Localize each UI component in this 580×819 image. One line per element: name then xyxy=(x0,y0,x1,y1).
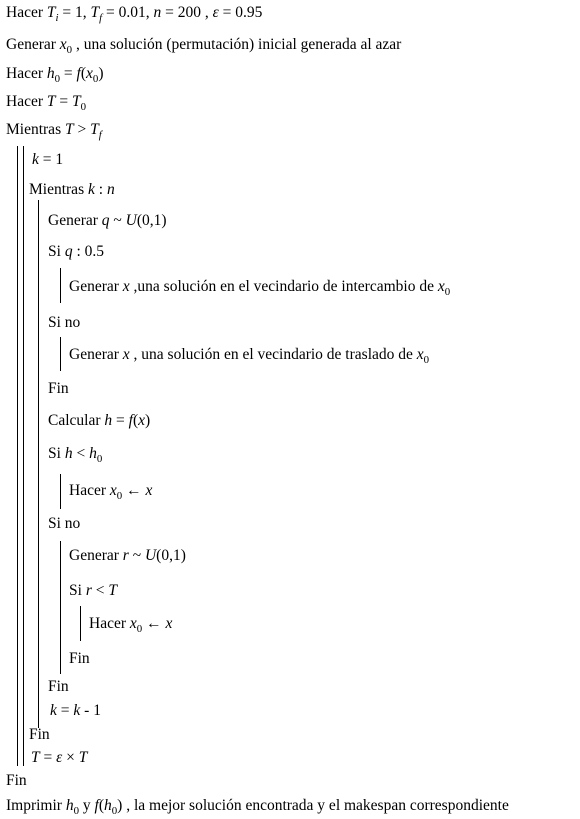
math-symbol: k xyxy=(50,702,57,719)
line-if-q xyxy=(48,242,104,262)
line-text: Generar xyxy=(69,547,123,564)
subscript: f xyxy=(99,11,103,24)
line-text: = 1, xyxy=(58,4,91,21)
line-text: Fin xyxy=(69,650,90,667)
math-symbol: x xyxy=(122,278,130,295)
math-symbol: r xyxy=(122,547,129,564)
else-q-bar xyxy=(60,337,61,371)
subscript: 0 xyxy=(116,489,123,502)
math-symbol: T xyxy=(46,93,56,110)
subscript: 0 xyxy=(92,72,99,85)
math-symbol: x xyxy=(86,65,93,82)
math-symbol: U xyxy=(125,212,137,229)
line-text: < xyxy=(91,582,109,599)
else-h-bar xyxy=(60,541,61,674)
math-symbol: x xyxy=(138,412,146,429)
subscript: 0 xyxy=(73,804,80,817)
math-symbol: x xyxy=(437,278,445,295)
math-symbol: k xyxy=(32,151,39,168)
math-symbol: h xyxy=(89,445,97,462)
math-symbol: n xyxy=(106,181,115,198)
line-text: = xyxy=(39,749,57,766)
line-text: : xyxy=(94,181,107,198)
line-text: < xyxy=(72,445,90,462)
line-update-T xyxy=(31,748,87,768)
math-symbol: x xyxy=(165,615,173,632)
line-set-T xyxy=(6,92,86,112)
math-symbol: n xyxy=(153,4,162,21)
subscript: 0 xyxy=(423,353,430,366)
subscript: i xyxy=(55,11,59,24)
line-text: Fin xyxy=(29,726,50,743)
line-text: Generar xyxy=(69,346,123,363)
line-text: Generar xyxy=(6,36,60,53)
line-text: Fin xyxy=(6,772,27,789)
subscript: 0 xyxy=(111,804,118,817)
line-text: ,una solución en el vecindario de intercambio de xyxy=(129,278,438,295)
line-end-if-q xyxy=(48,379,69,399)
line-text: = xyxy=(112,412,129,429)
math-symbol: U xyxy=(144,547,157,564)
line-text: = xyxy=(60,65,77,82)
math-symbol: T xyxy=(78,749,88,766)
line-set-h0 xyxy=(6,64,104,84)
line-text: = 0.01, xyxy=(102,4,154,21)
line-else-h xyxy=(48,514,80,534)
math-symbol: h xyxy=(65,797,74,814)
math-symbol: x xyxy=(59,36,67,53)
line-text: Hacer xyxy=(6,65,47,82)
line-while-k xyxy=(29,180,115,200)
line-text: ← xyxy=(122,482,146,499)
line-generate-x0 xyxy=(6,35,401,55)
line-text: Fin xyxy=(48,380,69,397)
math-symbol: f xyxy=(94,797,99,814)
subscript: 0 xyxy=(80,100,87,113)
line-text: = 0.95 xyxy=(218,4,263,21)
line-compute-h xyxy=(48,411,150,431)
line-text: - 1 xyxy=(80,702,101,719)
math-symbol: h xyxy=(64,445,73,462)
line-end-while-k xyxy=(29,725,50,745)
line-print-result xyxy=(6,796,509,816)
line-text: , una solución (permutación) inicial generada al azar xyxy=(72,36,402,53)
math-symbol: x xyxy=(129,615,137,632)
math-symbol: x xyxy=(122,346,130,363)
line-text: Si no xyxy=(48,314,81,331)
line-swap-neighbor xyxy=(69,277,450,297)
line-if-r xyxy=(69,581,117,601)
math-symbol: q xyxy=(64,243,73,260)
line-text: > xyxy=(73,121,91,138)
subscript: 0 xyxy=(66,43,73,56)
math-symbol: T xyxy=(108,582,117,599)
line-end-if-h xyxy=(48,677,69,697)
line-text: Si xyxy=(48,243,65,260)
math-symbol: f xyxy=(76,65,81,82)
line-decrement-k xyxy=(50,701,101,721)
line-text: Hacer xyxy=(89,615,130,632)
math-symbol: x xyxy=(145,482,153,499)
line-while-T xyxy=(6,120,102,140)
line-text: Mientras xyxy=(6,121,65,138)
line-text: ~ xyxy=(128,547,145,564)
line-text: Generar xyxy=(48,212,102,229)
line-text: Hacer xyxy=(69,482,110,499)
math-symbol: h xyxy=(104,412,113,429)
inner-loop-bar xyxy=(38,200,39,728)
subscript: 0 xyxy=(54,72,61,85)
math-symbol: k xyxy=(73,702,81,719)
line-text: ~ xyxy=(109,212,126,229)
line-text: Si xyxy=(48,445,65,462)
line-text: Generar xyxy=(69,278,123,295)
line-generate-q xyxy=(48,211,167,231)
line-accept-x-r xyxy=(89,614,172,634)
math-symbol: T xyxy=(64,121,74,138)
if-r-bar xyxy=(80,606,81,641)
math-symbol: r xyxy=(85,582,92,599)
line-shift-neighbor xyxy=(69,345,429,365)
math-symbol: k xyxy=(87,181,95,198)
line-text: Hacer xyxy=(6,4,47,21)
line-end-if-r xyxy=(69,649,90,669)
line-text: ) , la mejor solución encontrada y el makespan correspondiente xyxy=(117,797,509,814)
line-text: Mientras xyxy=(29,181,88,198)
subscript: 0 xyxy=(444,285,451,298)
line-text: (0,1) xyxy=(156,547,186,564)
line-text: y xyxy=(79,797,95,814)
math-symbol: T xyxy=(90,4,100,21)
math-symbol: T xyxy=(72,93,81,110)
line-generate-r xyxy=(69,546,186,566)
line-text: ( xyxy=(98,797,104,814)
math-symbol: h xyxy=(104,797,112,814)
math-symbol: T xyxy=(90,121,99,138)
math-symbol: T xyxy=(46,4,56,21)
math-symbol: f xyxy=(128,412,133,429)
line-text: Si xyxy=(69,582,86,599)
outer-loop-bar-inner xyxy=(23,146,24,766)
math-symbol: ε xyxy=(56,749,63,766)
line-text: ( xyxy=(80,65,87,82)
line-text: ← xyxy=(142,615,166,632)
line-text: Fin xyxy=(48,678,69,695)
subscript: 0 xyxy=(96,452,103,465)
line-text: = 200 , xyxy=(161,4,213,21)
math-symbol: ε xyxy=(212,4,219,21)
line-else-q xyxy=(48,313,80,333)
line-text: ( xyxy=(132,412,139,429)
line-text: Hacer xyxy=(6,93,47,110)
outer-loop-bar xyxy=(17,146,18,766)
line-text: = xyxy=(56,702,74,719)
subscript: 0 xyxy=(136,622,143,635)
line-text: Calcular xyxy=(48,412,105,429)
line-text: = xyxy=(55,93,72,110)
if-q-bar xyxy=(60,268,61,303)
line-text: Si no xyxy=(48,515,81,532)
math-symbol: q xyxy=(101,212,110,229)
line-text: ) xyxy=(145,412,151,429)
if-h-bar xyxy=(60,474,61,509)
math-symbol: T xyxy=(31,749,40,766)
line-if-h xyxy=(48,444,102,464)
line-text: : 0.5 xyxy=(72,243,104,260)
line-text: = 1 xyxy=(38,151,64,168)
math-symbol: x xyxy=(109,482,117,499)
line-text: (0,1) xyxy=(136,212,167,229)
line-accept-x xyxy=(69,481,152,501)
math-symbol: x xyxy=(416,346,424,363)
line-text: ) xyxy=(98,65,104,82)
math-symbol: h xyxy=(46,65,55,82)
line-init-params xyxy=(6,3,262,23)
line-end-while-T xyxy=(6,771,27,791)
line-text: Imprimir xyxy=(6,797,66,814)
line-text: × xyxy=(62,749,79,766)
line-k-init xyxy=(32,150,63,170)
subscript: f xyxy=(98,128,102,141)
line-text: , una solución en el vecindario de traslado de xyxy=(129,346,417,363)
